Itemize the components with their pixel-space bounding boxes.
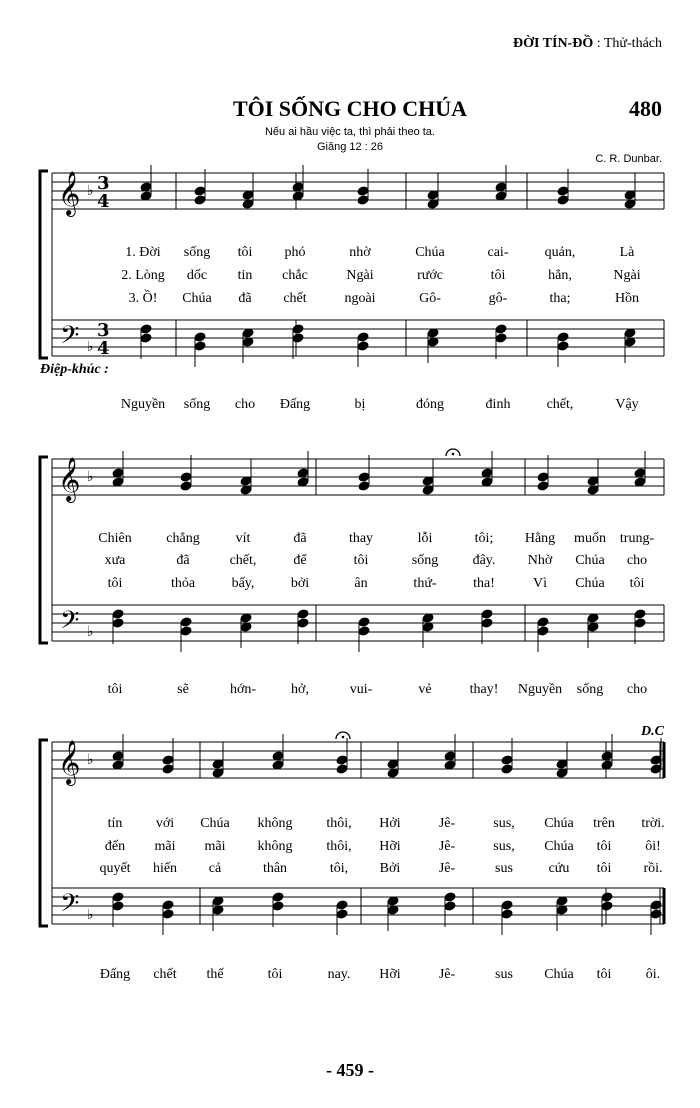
lyric-syllable: Hỡi	[379, 839, 401, 854]
notehead	[180, 472, 192, 482]
notehead	[180, 626, 192, 636]
system-bracket	[40, 171, 48, 358]
refrain-syllable: thay!	[469, 682, 499, 697]
lyric-syllable: muốn	[574, 531, 606, 546]
key-flat-icon: ♭	[87, 339, 94, 355]
notehead	[140, 333, 152, 343]
section-topic: Thử-thách	[603, 36, 662, 51]
notehead	[194, 332, 206, 342]
bass-clef-icon: 𝄢	[60, 321, 80, 356]
notehead	[180, 617, 192, 627]
lyric-syllable: thay	[348, 531, 374, 546]
lyric-syllable: sống	[411, 553, 439, 568]
fermata-dot	[452, 453, 455, 456]
refrain-syllable: đinh	[485, 397, 511, 412]
lyric-syllable: rồi.	[643, 861, 663, 876]
system-bracket	[40, 740, 48, 926]
notehead	[112, 618, 124, 628]
lyric-syllable: bấy,	[231, 576, 255, 591]
page-number: - 459 -	[326, 1060, 374, 1080]
lyric-syllable: bởi	[290, 576, 310, 591]
lyric-syllable: sus,	[493, 816, 515, 831]
lyric-syllable: đã	[293, 531, 307, 546]
notehead	[112, 609, 124, 619]
key-flat-icon: ♭	[87, 183, 94, 199]
lyric-syllable: đã	[238, 291, 252, 306]
notehead	[537, 626, 549, 636]
lyric-syllable: cứu	[548, 861, 570, 876]
lyric-syllable: chẳng	[166, 531, 200, 546]
lyric-syllable: mãi	[204, 839, 226, 854]
lyric-syllable: thứ-	[413, 576, 437, 591]
refrain-syllable: thế	[206, 967, 224, 982]
lyric-syllable: không	[257, 839, 293, 854]
refrain-syllable: sống	[576, 682, 604, 697]
notehead	[601, 901, 613, 911]
refrain-syllable: chết	[153, 967, 177, 982]
lyric-syllable: thôi,	[326, 816, 352, 831]
notehead	[501, 764, 513, 774]
lyric-syllable: Chúa	[415, 245, 445, 260]
notehead	[634, 618, 646, 628]
refrain-syllable: ôi.	[645, 967, 661, 982]
lyric-syllable: Chúa	[200, 816, 230, 831]
notehead	[481, 609, 493, 619]
refrain-syllable: tôi	[596, 967, 612, 982]
section-separator: :	[593, 36, 604, 51]
notehead	[162, 764, 174, 774]
lyric-syllable: tôi	[629, 576, 645, 591]
scripture-reference: Giăng 12 : 26	[316, 141, 384, 153]
key-flat-icon: ♭	[87, 469, 94, 485]
refrain-syllable: nay.	[327, 967, 351, 982]
lyric-syllable: mãi	[154, 839, 176, 854]
lyric-syllable: hẳn,	[548, 268, 572, 283]
lyric-syllable: Hằng	[524, 531, 556, 546]
lyric-syllable: 1. Đời	[125, 245, 161, 260]
time-sig-bottom: 4	[97, 191, 110, 212]
lyric-syllable: đã	[176, 553, 190, 568]
lyric-syllable: Jê-	[438, 861, 456, 876]
lyric-syllable: tôi	[490, 268, 506, 283]
notehead	[358, 481, 370, 491]
lyric-syllable: tôi	[107, 576, 123, 591]
hymn-number: 480	[629, 96, 662, 121]
time-sig-bottom: 4	[97, 338, 110, 359]
lyric-syllable: ngoài	[344, 291, 376, 306]
lyric-syllable: tôi	[596, 839, 612, 854]
notehead	[557, 186, 569, 196]
lyric-syllable: đây.	[472, 553, 496, 568]
notehead	[272, 892, 284, 902]
notehead	[140, 324, 152, 334]
refrain-syllable: Nguyền	[517, 682, 563, 697]
bass-clef-icon: 𝄢	[60, 889, 80, 924]
refrain-syllable: vẻ	[418, 682, 432, 697]
refrain-syllable: hớn-	[229, 682, 257, 697]
lyric-syllable: Chúa	[544, 839, 574, 854]
lyric-syllable: cho	[626, 553, 648, 568]
notehead	[601, 892, 613, 902]
refrain-syllable: hở,	[291, 682, 309, 697]
lyric-syllable: thân	[262, 861, 288, 876]
lyric-syllable: nhờ	[349, 245, 371, 260]
notehead	[557, 195, 569, 205]
lyric-syllable: tha;	[549, 291, 571, 306]
notehead	[634, 609, 646, 619]
refrain-syllable: chết,	[546, 397, 574, 412]
lyric-syllable: gô-	[488, 291, 508, 306]
treble-clef-icon: 𝄞	[58, 740, 81, 784]
dc-marking: D.C	[641, 724, 664, 739]
refrain-syllable: sus	[495, 967, 513, 982]
refrain-label: Điệp-khúc :	[40, 362, 109, 377]
lyric-syllable: sống	[183, 245, 211, 260]
notehead	[358, 617, 370, 627]
key-flat-icon: ♭	[87, 624, 94, 640]
key-flat-icon: ♭	[87, 752, 94, 768]
notehead	[481, 618, 493, 628]
refrain-syllable: Nguyền	[120, 397, 166, 412]
bass-clef-icon: 𝄢	[60, 606, 80, 641]
notehead	[297, 618, 309, 628]
notehead	[272, 901, 284, 911]
notehead	[358, 626, 370, 636]
refrain-syllable: Jê-	[438, 967, 456, 982]
notehead	[557, 332, 569, 342]
refrain-syllable: cho	[626, 682, 648, 697]
lyric-syllable: Ngài	[613, 268, 641, 283]
lyric-syllable: Ngài	[346, 268, 374, 283]
notehead	[194, 195, 206, 205]
treble-clef-icon: 𝄞	[58, 457, 81, 501]
lyric-syllable: để	[293, 553, 307, 568]
notehead	[194, 341, 206, 351]
refrain-syllable: sẽ	[177, 682, 189, 697]
notehead	[336, 900, 348, 910]
lyric-syllable: Jê-	[438, 816, 456, 831]
lyric-syllable: ân	[354, 576, 368, 591]
lyric-syllable: không	[257, 816, 293, 831]
notehead	[162, 909, 174, 919]
system-bracket	[40, 457, 48, 643]
lyric-syllable: trung-	[619, 531, 655, 546]
treble-clef-icon: 𝄞	[58, 171, 81, 215]
refrain-syllable: bị	[354, 397, 366, 412]
lyric-syllable: Bởi	[379, 861, 401, 876]
lyric-syllable: tôi;	[474, 531, 494, 546]
refrain-syllable: tôi	[267, 967, 283, 982]
lyric-syllable: đến	[104, 839, 126, 854]
notehead	[162, 755, 174, 765]
lyric-syllable: sus	[495, 861, 513, 876]
lyric-syllable: 2. Lòng	[121, 268, 165, 283]
lyric-syllable: Chúa	[182, 291, 212, 306]
notehead	[495, 333, 507, 343]
notehead	[501, 755, 513, 765]
lyric-syllable: hiến	[152, 861, 178, 876]
lyric-syllable: tín	[107, 816, 123, 831]
lyric-syllable: rước	[417, 268, 443, 283]
lyric-syllable: quản,	[544, 245, 576, 260]
lyric-syllable: sus,	[493, 839, 515, 854]
time-sig-top: 3	[97, 320, 110, 341]
lyric-syllable: 3. Ồ!	[128, 291, 158, 306]
lyric-syllable: thôi,	[326, 839, 352, 854]
refrain-syllable: Đấng	[99, 967, 131, 982]
lyric-syllable: Là	[619, 245, 635, 260]
notehead	[444, 901, 456, 911]
refrain-syllable: tôi	[107, 682, 123, 697]
notehead	[357, 332, 369, 342]
refrain-syllable: sống	[183, 397, 211, 412]
notehead	[180, 481, 192, 491]
lyric-syllable: vít	[235, 531, 251, 546]
notehead	[537, 472, 549, 482]
lyric-syllable: trời.	[641, 816, 665, 831]
notehead	[194, 186, 206, 196]
composer: C. R. Dunbar.	[595, 153, 662, 165]
song-title: TÔI SỐNG CHO CHÚA	[232, 96, 468, 121]
lyric-syllable: xưa	[104, 553, 126, 568]
notehead	[537, 481, 549, 491]
notehead	[297, 609, 309, 619]
lyric-syllable: Hồn	[614, 291, 640, 306]
lyric-syllable: tin	[237, 268, 253, 283]
time-sig-top: 3	[97, 173, 110, 194]
lyric-syllable: cả	[208, 861, 222, 876]
refrain-syllable: Chúa	[544, 967, 574, 982]
notehead	[112, 892, 124, 902]
notehead	[162, 900, 174, 910]
epigraph: Nếu ai hầu việc ta, thì phải theo ta.	[264, 126, 435, 138]
lyric-syllable: tôi	[237, 245, 253, 260]
lyric-syllable: chắc	[282, 268, 308, 283]
lyric-syllable: phó	[284, 245, 306, 260]
lyric-syllable: Jê-	[438, 839, 456, 854]
lyric-syllable: Chiên	[98, 531, 132, 546]
lyric-syllable: dốc	[186, 268, 208, 283]
notehead	[495, 324, 507, 334]
refrain-syllable: vui-	[349, 682, 373, 697]
notehead	[357, 195, 369, 205]
lyric-syllable: thỏa	[170, 576, 196, 591]
notehead	[358, 472, 370, 482]
notehead	[501, 909, 513, 919]
lyric-syllable: tôi	[353, 553, 369, 568]
lyric-syllable: Nhờ	[527, 553, 553, 568]
fermata-dot	[342, 736, 345, 739]
notehead	[336, 755, 348, 765]
lyric-syllable: tha!	[473, 576, 495, 591]
lyric-syllable: lỗi	[417, 531, 433, 546]
lyric-syllable: Gô-	[419, 291, 441, 306]
section-label: ĐỜI TÍN-ĐỒ	[512, 36, 594, 51]
lyric-syllable: Chúa	[544, 816, 574, 831]
lyric-syllable: Chúa	[575, 553, 605, 568]
refrain-syllable: cho	[234, 397, 256, 412]
notehead	[112, 901, 124, 911]
notehead	[537, 617, 549, 627]
key-flat-icon: ♭	[87, 907, 94, 923]
notehead	[357, 186, 369, 196]
notehead	[336, 764, 348, 774]
lyric-syllable: quyết	[99, 861, 131, 876]
lyric-syllable: với	[155, 816, 175, 831]
notehead	[557, 341, 569, 351]
notehead	[501, 900, 513, 910]
notehead	[357, 341, 369, 351]
lyric-syllable: Chúa	[575, 576, 605, 591]
notehead	[444, 892, 456, 902]
notehead	[336, 909, 348, 919]
lyric-syllable: Hởi	[379, 816, 401, 831]
lyric-syllable: chết,	[229, 553, 257, 568]
refrain-syllable: đóng	[416, 397, 444, 412]
lyric-syllable: cai-	[487, 245, 509, 260]
notehead	[292, 333, 304, 343]
lyric-syllable: Vì	[533, 576, 547, 591]
lyric-syllable: tôi	[596, 861, 612, 876]
lyric-syllable: trên	[593, 816, 615, 831]
refrain-syllable: Hỡi	[379, 967, 401, 982]
refrain-syllable: Đấng	[279, 397, 311, 412]
lyric-syllable: tôi,	[329, 861, 349, 876]
notehead	[292, 324, 304, 334]
refrain-syllable: Vậy	[615, 397, 639, 412]
lyric-syllable: ôi!	[645, 839, 661, 854]
lyric-syllable: chết	[283, 291, 307, 306]
